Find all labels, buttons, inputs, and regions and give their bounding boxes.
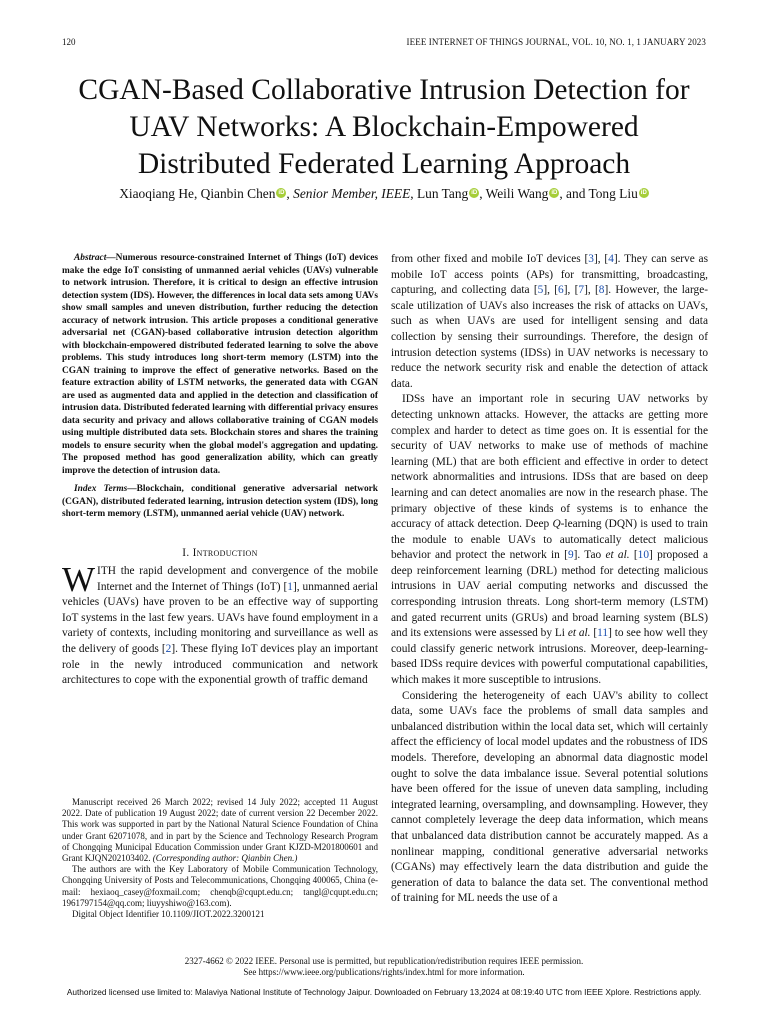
body-text: ]. They can serve as mobile IoT access points (APs) for transmitting, broadcasting, capturing, and collecting data [ xyxy=(391,253,708,297)
intro-text: ITH the rapid development and convergence of the mobile Internet and the Internet of Things (IoT) [ xyxy=(97,565,378,593)
left-column xyxy=(62,252,378,689)
copyright-line-2: See https://www.ieee.org/publications/rights/index.html for more information. xyxy=(243,967,525,977)
author-name-3: , Weili Wang xyxy=(479,186,549,201)
footnote-text: Manuscript received 26 March 2022; revised 14 July 2022; accepted 11 August 2022. Date of publication 19 August 2022; date of current version 22 December 2022. This work was supported in part by the National Natural Science Foundation of China under Grant 62071078, and in part by the Science and Technology Research Program of Chongqing Municipal Education Commission under Grant KJZD-M201800601 and Grant KJQN202103402. xyxy=(62,797,378,864)
body-text: IDSs have an important role in securing UAV networks by detecting unknown attacks. However, the attacks are getting more complex and harder to detect as time goes on. It is essential for the security of UAV networks to make use of methods of machine learning (ML) that are both efficient and effective in order to detect network abnormalities and intrusions. IDSs that are based on deep learning and can detect anomalies are now in the research phase. The primary objective of these kinds of systems is to enhance the accuracy of attack detection. Deep xyxy=(391,393,708,531)
abstract xyxy=(62,252,378,477)
citation-link[interactable]: 7 xyxy=(578,284,585,297)
authorized-use-notice: Authorized licensed use limited to: Malaviya National Institute of Technology Jaipur. Downloaded on February 13,2024 at 08:19:40 UTC from IEEE Xplore. Restrictions apply. xyxy=(66,987,702,997)
body-text: ] to see how well they could classify generic network intrusions. Moreover, deep-learning-based IDSs require devices with powerful computational capabilities, which makes it more susceptible to intrusions. xyxy=(391,627,708,687)
citation-link[interactable]: 9 xyxy=(567,549,574,562)
body-text: ], [ xyxy=(593,253,609,265)
intro-text: ]. These flying IoT devices play an important role in the newly introduced communication and network architectures to cope with the exponential growth of traffic demand xyxy=(62,643,378,687)
right-paragraph-1 xyxy=(391,252,708,392)
page-number: 120 xyxy=(62,37,76,47)
section-title: Introduction xyxy=(192,546,258,559)
body-text: ]. Tao xyxy=(573,549,606,562)
copyright-notice xyxy=(0,956,768,978)
citation-link[interactable]: 4 xyxy=(608,253,614,265)
corresponding-author: (Corresponding author: Qianbin Chen.) xyxy=(152,853,298,864)
orcid-icon[interactable]: iD xyxy=(471,190,478,196)
section-heading xyxy=(62,546,378,562)
title-line-1: CGAN-Based Collaborative Intrusion Detection for xyxy=(78,74,690,106)
citation-link[interactable]: 11 xyxy=(597,627,609,640)
right-column xyxy=(391,252,708,907)
body-text: ], [ xyxy=(584,284,599,297)
intro-text: ], unmanned aerial vehicles (UAVs) have proven to be an effective way of supporting IoT systems in the last few years. UAVs have found employment in a variety of contexts, including monitoring and surveillance as well as the delivery of goods [ xyxy=(62,580,378,656)
abstract-lead: Abstract xyxy=(74,253,107,263)
right-paragraph-2 xyxy=(391,392,708,688)
right-paragraph-3: Considering the heterogeneity of each UAV's ability to collect data, some UAVs face the problems of small data samples and unbalanced distribution within the local data set, which will certainly affect the efficiency of local model updates and the robustness of IDS models. Therefore, developing an abnormal data diagnostic model ought to solve the data imbalance issue. Several potential solutions have been offered for the issue of uneven data sampling, including integrated learning, oversampling, and downsampling. However, they cannot completely leverage the deep data information, which means that unbalanced data distribution cannot be accurately mapped. As a nonlinear mapping, conditional generative adversarial networks (CGANs) may effectively learn the data distribution and guide the generation of data to balance the data set. The conventional method of training for ML needs the use of a xyxy=(391,689,708,905)
orcid-icon[interactable]: iD xyxy=(278,190,285,196)
author-names-1: Xiaoqiang He, Qianbin Chen xyxy=(119,186,276,201)
body-text: [ xyxy=(590,627,598,640)
index-terms xyxy=(62,483,378,521)
orcid-icon[interactable]: iD xyxy=(640,190,647,196)
citation-link[interactable]: 2 xyxy=(165,643,172,656)
body-text: ], [ xyxy=(543,284,559,297)
citation-link[interactable]: 10 xyxy=(637,549,650,562)
body-text: [ xyxy=(629,549,638,562)
footnote-manuscript xyxy=(62,797,378,864)
footnote-doi: Digital Object Identifier 10.1109/JIOT.2022.3200121 xyxy=(72,909,265,920)
citation-link[interactable]: 3 xyxy=(588,253,594,265)
title-line-3: Distributed Federated Learning Approach xyxy=(137,148,631,180)
footnote xyxy=(62,797,378,920)
copyright-line-1: 2327-4662 © 2022 IEEE. Personal use is permitted, but republication/redistribution requires IEEE permission. xyxy=(184,956,584,966)
journal-header: IEEE INTERNET OF THINGS JOURNAL, VOL. 10, NO. 1, 1 JANUARY 2023 xyxy=(406,37,706,47)
abstract-text: —Numerous resource-constrained Internet of Things (IoT) devices make the edge IoT consisting of unmanned aerial vehicles (UAVs) vulnerable to network intrusion. Therefore, it is critical to design an effective intrusion detection system (IDS). However, the differences in local data sets among UAVs show small samples and uneven distribution, further reducing the detection accuracy of network intrusion. This article proposes a conditional generative adversarial net (CGAN)-based collaborative intrusion detection algorithm with blockchain-empowered distributed federated learning to solve the above problems. This study introduces long short-term memory (LSTM) into the CGAN training to improve the effect of generative networks. Based on the feature extraction ability of LSTM networks, the generated data with CGAN are used as augmented data and applied in the detection and classification of intrusion data. Distributed federated learning with differential privacy ensures data security and privacy and allows collaborative training of CGAN models using multiple distributed data sets. Blockchain stores and shares the training models to ensure security when the global model's aggregation and updating. The proposed method has good generalization ability, which can greatly improve the detection of intrusion data. xyxy=(62,253,378,476)
section-number: I. xyxy=(182,546,190,559)
body-text: -learning (DQN) is used to train the module to enable UAVs to automatically detect malicious behavior and protect the network in [ xyxy=(391,518,708,562)
body-text: et al. xyxy=(567,627,591,640)
intro-paragraph xyxy=(62,560,378,689)
body-text: ], [ xyxy=(563,284,579,297)
index-terms-lead: Index Terms xyxy=(74,484,128,494)
body-text: ] proposed a deep reinforcement learning (DRL) method for detecting malicious intrusions in UAV aerial computing networks and discussed the corresponding intrusion threats. Long short-term memory (LSTM) and gated recurrent units (GRUs) and broad learning system (BLS) and its extensions were assessed by Li xyxy=(391,549,708,640)
author-name-4: , and Tong Liu xyxy=(559,186,638,201)
body-text: from other fixed and mobile IoT devices [ xyxy=(391,253,589,265)
body-text: et al. xyxy=(605,549,630,562)
body-text: ]. However, the large-scale utilization of UAVs also increases the risk of attacks on UAVs, such as when UAVs are used for intelligent sensing and data collection by sensing their surroundings. Therefore, the design of intrusion detection systems (IDSs) in UAV networks is necessary to reduce the network security risk and enable the detection of attack data. xyxy=(391,284,709,390)
index-terms-text: —Blockchain, conditional generative adversarial network (CGAN), distributed federated learning, intrusion detection system (IDS), long short-term memory (LSTM), unmanned aerial vehicle (UAV) network. xyxy=(62,484,379,519)
footnote-affiliation: The authors are with the Key Laboratory of Mobile Communication Technology, Chongqing University of Posts and Telecommunications, Chongqing 400065, China (e-mail: hexiaoq_casey@foxmail.com; chenqb@cqupt.edu.cn; tangl@cqupt.edu.cn; 1961797154@qq.com; liuyyshiwo@163.com). xyxy=(62,864,378,908)
drop-cap: W xyxy=(62,560,96,600)
citation-link[interactable]: 1 xyxy=(287,580,293,593)
author-role: Senior Member, IEEE xyxy=(293,186,411,201)
body-text: Q xyxy=(552,518,561,531)
orcid-icon[interactable]: iD xyxy=(551,190,558,196)
paper-title xyxy=(30,72,738,183)
title-line-2: UAV Networks: A Blockchain-Empowered xyxy=(129,111,639,143)
citation-link[interactable]: 8 xyxy=(598,284,605,297)
citation-link[interactable]: 5 xyxy=(537,284,544,297)
author-name-2: , Lun Tang xyxy=(410,186,469,201)
author-list: Xiaoqiang He, Qianbin Chen iD , Senior Member, IEEE, Lun Tang iD , Weili Wang iD , and Tong Liu iD xyxy=(119,186,647,201)
citation-link[interactable]: 6 xyxy=(558,284,564,297)
